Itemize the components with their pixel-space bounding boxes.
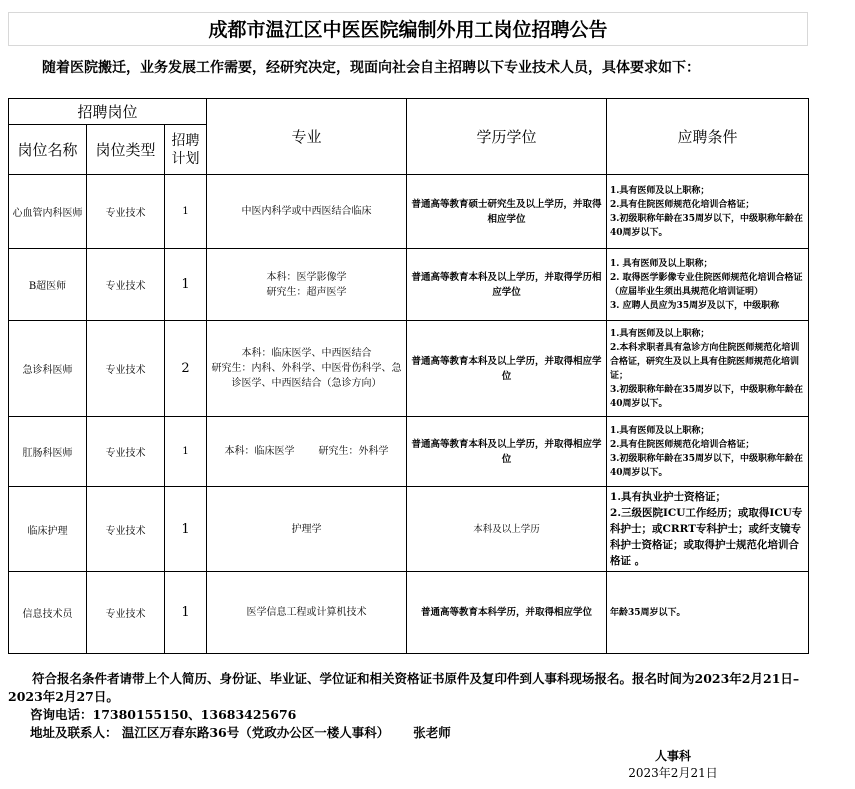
row-major [207,175,407,249]
row-education: 普通高等教育硕士研究生及以上学历，并取得相应学位 [407,175,607,249]
major-line: 医学信息工程或计算机技术 [246,607,367,618]
major-line: 护理学 [291,523,322,535]
row-plan: 1 [165,175,207,249]
row-requirements [607,175,809,249]
row-type: 专业技术 [87,487,165,572]
row-requirements [607,487,809,572]
intro-paragraph: 随着医院搬迁，业务发展工作需要，经研究决定，现面向社会自主招聘以下专业技术人员，具体要求如下： [42,60,700,76]
table-row [9,321,809,417]
row-education: 普通高等教育本科及以上学历，并取得学历相应学位 [407,249,607,321]
row-requirements [607,249,809,321]
department-name: 人事科 [654,749,691,763]
address-text: 地址及联系人： 温江区万春东路36号（党政办公区一楼人事科） [30,725,390,740]
major-line: 中医内科学或中西医结合临床 [241,206,372,217]
requirement-line: 1.具有执业护士资格证； [610,491,726,503]
row-major [207,249,407,321]
contact-person: 张老师 [413,725,451,740]
header-requirements: 应聘条件 [607,99,809,175]
row-name: 心血管内科医师 [9,175,87,249]
row-type: 专业技术 [87,417,165,487]
row-type: 专业技术 [87,572,165,654]
row-name: 肛肠科医师 [9,417,87,487]
row-plan: 1 [165,572,207,654]
requirement-line: 1. 具有医师及以上职称； [610,258,713,269]
major-line: 研究生：外科学 [318,446,389,457]
row-name: 急诊科医师 [9,321,87,417]
requirement-line: 3.初级职称年龄在35周岁以下，中级职称年龄在40周岁以下。 [610,453,803,478]
requirement-line: 3.初级职称年龄在35周岁以下，中级职称年龄在40周岁以下。 [610,213,803,238]
requirement-line: 1.具有医师及以上职称； [610,185,710,196]
header-major: 专业 [207,99,407,175]
table-row [9,175,809,249]
major-line: 本科：医学影像学 [266,271,347,283]
row-major [207,321,407,417]
row-name: B超医师 [9,249,87,321]
row-requirements [607,417,809,487]
major-line: 研究生：内科、外科学、中医骨伤科学、急诊医学、中西医结合（急诊方向） [211,363,402,389]
table-row [9,572,809,654]
recruitment-table [8,98,809,654]
row-education: 普通高等教育本科及以上学历，并取得相应学位 [407,417,607,487]
row-type: 专业技术 [87,249,165,321]
registration-note: 符合报名条件者请带上个人简历、身份证、毕业证、学位证和相关资格证书原件及复印件到人事科现场报名。报名时间为2023年2月21日–2023年2月27日。 [8,671,800,704]
requirement-line: 3.初级职称年龄在35周岁以下，中级职称年龄在40周岁以下。 [610,384,803,409]
row-plan: 1 [165,417,207,487]
major-line: 本科：临床医学 [224,446,295,457]
signature-block [618,748,728,782]
requirement-line: 2.具有住院医师规范化培训合格证； [610,199,755,210]
requirement-line: 2.三级医院ICU工作经历；或取得ICU专科护士；或CRRT专科护士；或纤支镜专科护士资格证；或取得护士规范化培训合格证 。 [610,507,803,567]
major-line: 本科：临床医学、中西医结合 [241,348,372,359]
address-line [8,724,808,742]
row-type: 专业技术 [87,175,165,249]
header-type: 岗位类型 [87,125,165,175]
row-name: 信息技术员 [9,572,87,654]
header-plan: 招聘计划 [165,125,207,175]
header-name: 岗位名称 [9,125,87,175]
row-education: 普通高等教育本科及以上学历，并取得相应学位 [407,321,607,417]
requirement-line: 1.具有医师及以上职称； [610,328,710,339]
page-title: 成都市温江区中医医院编制外用工岗位招聘公告 [8,12,808,46]
requirement-line: 2. 取得医学影像专业住院医师规范化培训合格证（应届毕业生须出具规范化培训证明） [610,272,803,297]
row-major [207,487,407,572]
row-education: 本科及以上学历 [407,487,607,572]
row-major [207,417,407,487]
row-requirements [607,572,809,654]
header-group: 招聘岗位 [9,99,207,125]
requirement-line: 年龄35周岁以下。 [610,607,686,618]
requirement-line: 1.具有医师及以上职称； [610,425,710,436]
row-type: 专业技术 [87,321,165,417]
row-education: 普通高等教育本科学历，并取得相应学位 [407,572,607,654]
row-plan: 2 [165,321,207,417]
table-row [9,417,809,487]
table-row [9,249,809,321]
announcement-sheet [8,8,808,784]
row-plan: 1 [165,487,207,572]
requirement-line: 2.本科求职者具有急诊方向住院医师规范化培训合格证，研究生及以上具有住院医师规范化培训证； [610,342,800,381]
footer-notes [8,670,808,742]
header-education: 学历学位 [407,99,607,175]
row-major [207,572,407,654]
row-plan: 1 [165,249,207,321]
row-name: 临床护理 [9,487,87,572]
phone-line: 咨询电话：17380155150、13683425676 [30,707,297,722]
row-requirements [607,321,809,417]
major-line: 研究生：超声医学 [266,286,347,298]
requirement-line: 3. 应聘人员应为35周岁及以下，中级职称 [610,300,780,311]
requirement-line: 2.具有住院医师规范化培训合格证； [610,439,755,450]
table-row [9,487,809,572]
signature-date: 2023年2月21日 [628,766,718,780]
